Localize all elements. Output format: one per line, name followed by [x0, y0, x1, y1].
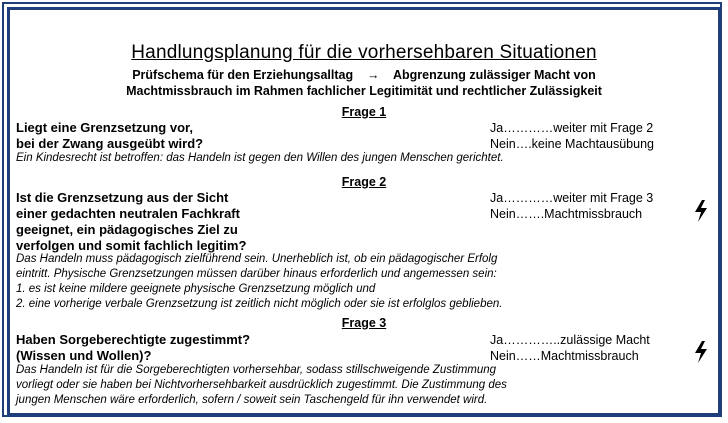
- page-title: Handlungsplanung für die vorhersehbaren Situationen: [131, 42, 597, 63]
- frage-3-question-line-1: Haben Sorgeberechtigte zugestimmt?: [16, 332, 251, 347]
- frage-2-note-line-2: eintritt. Physische Grenzsetzungen müssen darüber hinaus erforderlich und angemessen sein:: [16, 268, 497, 280]
- subtitle-right: Abgrenzung zulässiger Macht von: [392, 68, 596, 82]
- frage-3-question-line-2: (Wissen und Wollen)?: [16, 348, 152, 363]
- frage-1-answer-no: Nein….keine Machtausübung: [490, 137, 654, 151]
- lightning-bolt-icon: [693, 341, 709, 363]
- frage-2-note-line-1: Das Handeln muss pädagogisch zielführend sein. Unerheblich ist, ob ein pädagogischer Erfolg: [16, 253, 498, 265]
- frage-2-question-line-2: einer gedachten neutralen Fachkraft: [16, 206, 240, 221]
- frage-3-answer-no: Nein……Machtmissbrauch: [490, 349, 639, 363]
- frage-1-question-line-1: Liegt eine Grenzsetzung vor,: [16, 120, 193, 135]
- frage-3-note-line-1: Das Handeln ist für die Sorgeberechtigten vorhersehbar, sodass stillschweigende Zustimmung: [16, 364, 497, 376]
- frage-3-note-line-2: vorliegt oder sie haben bei Nichtvorhersehbarkeit ausdrücklich zugestimmt. Die Zustimmung des: [16, 379, 507, 391]
- frage-3-answer-yes: Ja…………..zulässige Macht: [490, 333, 650, 347]
- subtitle-line-2: Machtmissbrauch im Rahmen fachlicher Legitimität und rechtlicher Zulässigkeit: [126, 84, 602, 98]
- frage-3-heading: Frage 3: [341, 316, 387, 330]
- frage-2-answer-no: Nein…….Machtmissbrauch: [490, 207, 643, 221]
- frage-1-note: Ein Kindesrecht ist betroffen: das Handeln ist gegen den Willen des jungen Menschen gerichtet.: [16, 152, 504, 164]
- frage-1-heading: Frage 1: [341, 105, 387, 119]
- frage-2-question-line-3: geeignet, ein pädagogisches Ziel zu: [16, 222, 238, 237]
- arrow-icon: →: [367, 68, 380, 82]
- frage-2-question-line-4: verfolgen und somit fachlich legitim?: [16, 238, 247, 253]
- lightning-bolt-icon: [693, 200, 709, 222]
- subtitle-left: Prüfschema für den Erziehungsalltag: [132, 68, 354, 82]
- frage-2-heading: Frage 2: [341, 175, 387, 189]
- frage-3-note-line-3: jungen Menschen wäre erforderlich, sofern / soweit sein Taschengeld für ihn verwendet wird.: [16, 394, 488, 406]
- frage-2-note-line-4: 2. eine vorherige verbale Grenzsetzung ist zeitlich nicht möglich oder sie ist erfolglos geblieben.: [16, 298, 503, 310]
- frage-2-note-line-3: 1. es ist keine mildere geeignete physische Grenzsetzung möglich und: [16, 283, 376, 295]
- frage-2-question-line-1: Ist die Grenzsetzung aus der Sicht: [16, 190, 229, 205]
- frage-1-question-line-2: bei der Zwang ausgeübt wird?: [16, 136, 204, 151]
- frage-2-answer-yes: Ja…………weiter mit Frage 3: [490, 191, 654, 205]
- frage-1-answer-yes: Ja…………weiter mit Frage 2: [490, 121, 654, 135]
- subtitle-line-1: [0, 68, 728, 82]
